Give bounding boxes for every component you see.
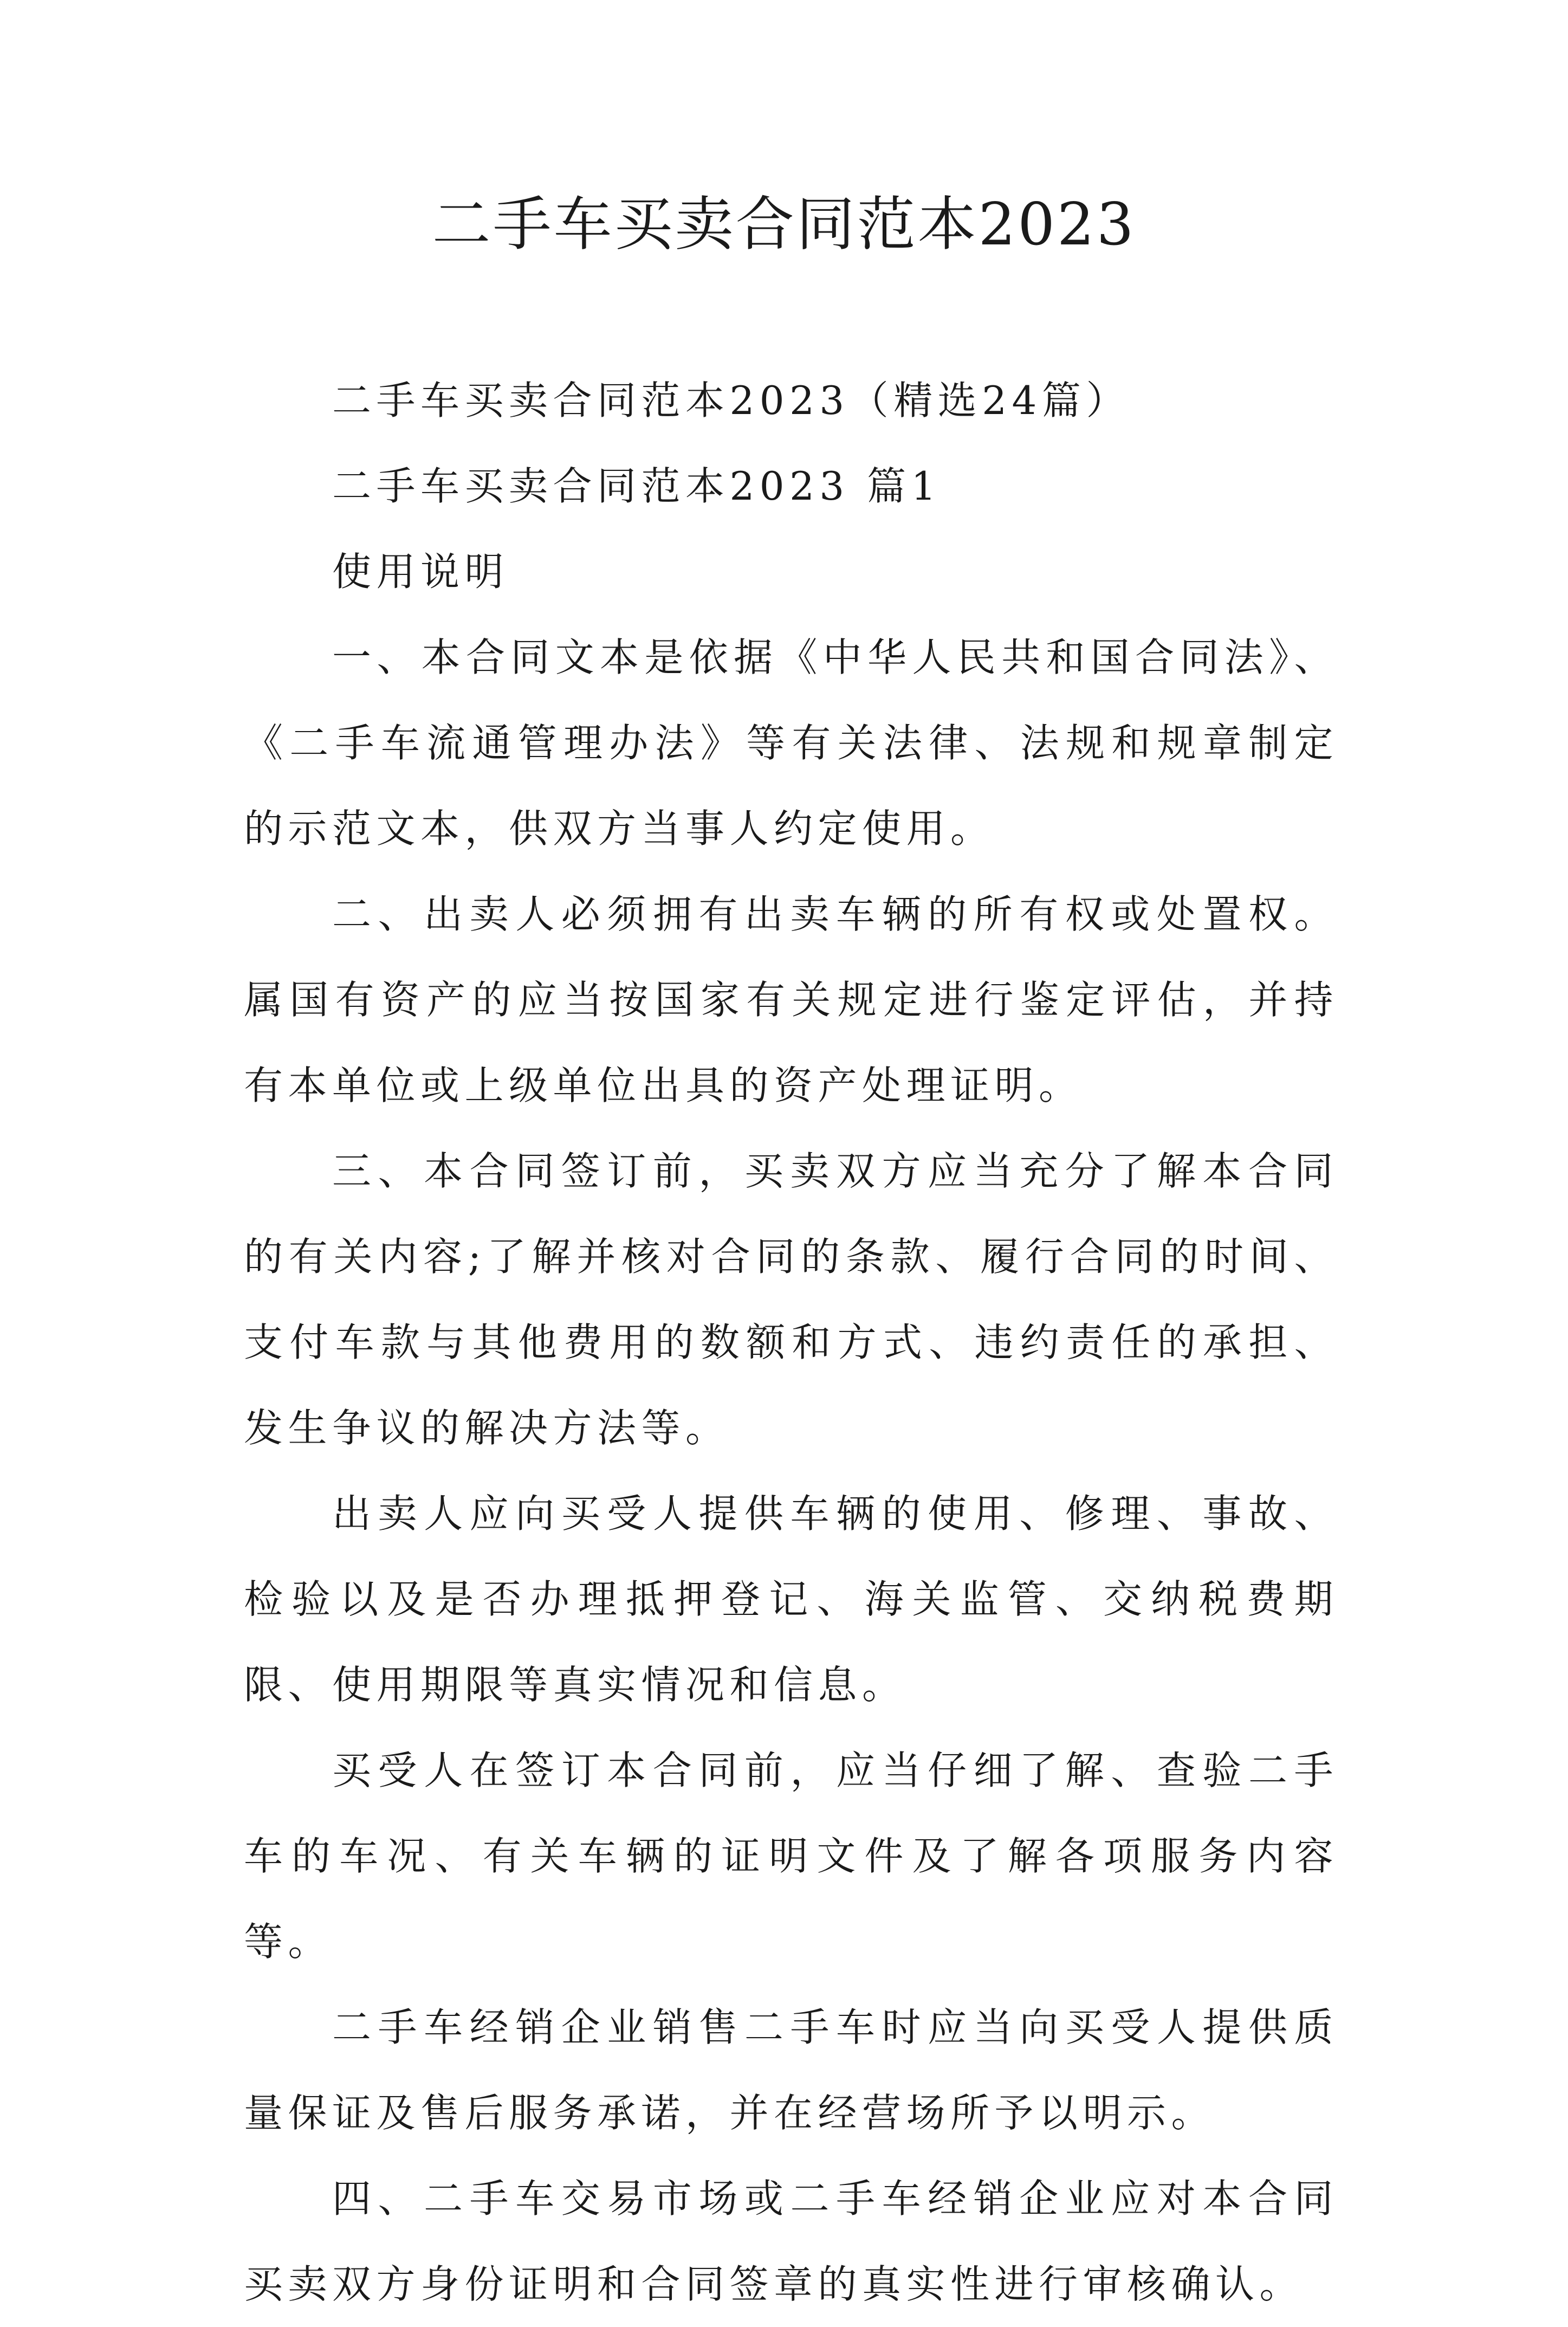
paragraph-item-1: 一、本合同文本是依据《中华人民共和国合同法》、《二手车流通管理办法》等有关法律、法规和规章制定的示范文本，供双方当事人约定使用。	[244, 635, 1338, 851]
document-body	[244, 358, 1338, 2327]
paragraph-item-4: 四、二手车交易市场或二手车经销企业应对本合同买卖双方身份证明和合同签章的真实性进行审核确认。	[244, 2176, 1338, 2307]
paragraph-item-3: 三、本合同签订前，买卖双方应当充分了解本合同的有关内容;了解并核对合同的条款、履行合同的时间、支付车款与其他费用的数额和方式、违约责任的承担、发生争议的解决方法等。	[244, 1148, 1338, 1451]
paragraph-item-2: 二、出卖人必须拥有出卖车辆的所有权或处置权。属国有资产的应当按国家有关规定进行鉴定评估，并持有本单位或上级单位出具的资产处理证明。	[244, 891, 1338, 1108]
paragraph-usage-heading: 使用说明	[332, 549, 509, 594]
paragraph-buyer-duty: 买受人在签订本合同前，应当仔细了解、查验二手车的车况、有关车辆的证明文件及了解各项服务内容等。	[244, 1748, 1338, 1964]
paragraph-dealer-duty: 二手车经销企业销售二手车时应当向买受人提供质量保证及售后服务承诺，并在经营场所予以明示。	[244, 2005, 1338, 2136]
document-title: 二手车买卖合同范本2023	[432, 191, 1136, 258]
paragraph-section-heading: 二手车买卖合同范本2023 篇1	[332, 463, 941, 509]
paragraph-subtitle: 二手车买卖合同范本2023（精选24篇）	[332, 378, 1130, 423]
paragraph-seller-duty: 出卖人应向买受人提供车辆的使用、修理、事故、检验以及是否办理抵押登记、海关监管、交纳税费期限、使用期限等真实情况和信息。	[244, 1491, 1338, 1708]
